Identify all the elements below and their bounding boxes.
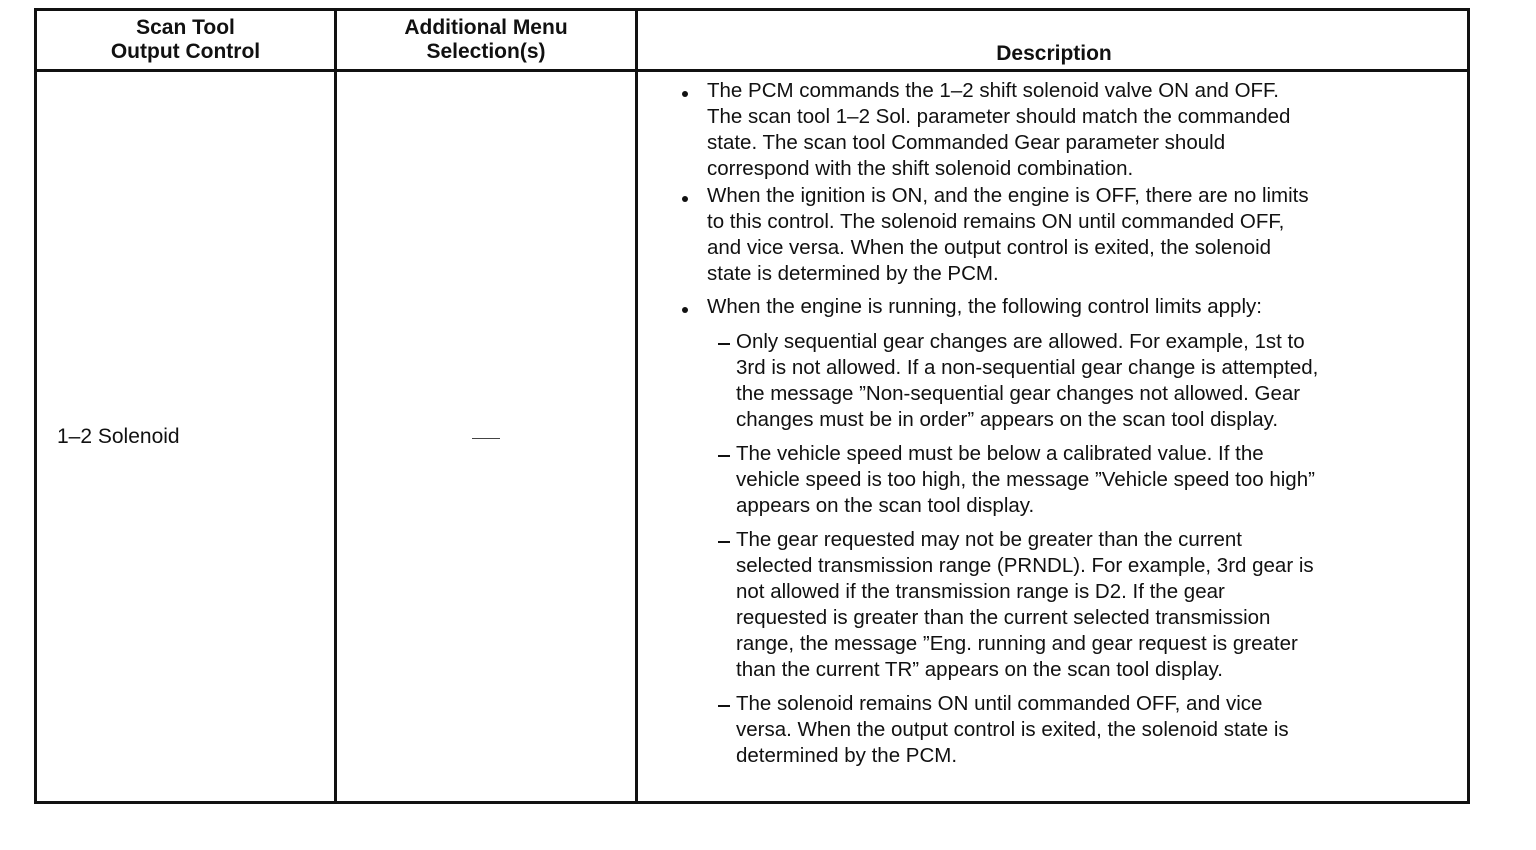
output-control-value: 1–2 Solenoid [57,424,180,448]
description-sub-item: The solenoid remains ON until commanded OFF, and vice versa. When the output control is exited, the solenoid state is determined by the PCM. [736,692,1289,767]
bullet-icon [682,196,688,202]
header-line: Scan Tool [136,16,235,39]
description-sub-item: Only sequential gear changes are allowed. For example, 1st to 3rd is not allowed. If a non-sequential gear change is attempted, the message ”Non-sequential gear changes not allowed. Gear changes must be in order” appears on the scan tool display. [736,330,1319,431]
description-sub-item: The gear requested may not be greater than the current selected transmission range (PRNDL). For example, 3rd gear is not allowed if the transmission range is D2. If the gear requested is greater than the current selected transmission range, the message ”Eng. running and gear request is greater than the current TR” appears on the scan tool display. [736,528,1314,681]
dash-icon [718,343,730,345]
dash-icon [718,541,730,543]
cell-output-control [57,72,327,801]
header-line: Description [996,42,1112,65]
header-description [638,11,1470,69]
bullet-icon [682,307,688,313]
cell-description [638,72,1470,801]
description-sub-item: The vehicle speed must be below a calibrated value. If the vehicle speed is too high, the message ”Vehicle speed too high” appears on the scan tool display. [736,442,1315,517]
bullet-icon [682,91,688,97]
description-bullet: The PCM commands the 1–2 shift solenoid valve ON and OFF. The scan tool 1–2 Sol. parameter should match the commanded state. The scan tool Commanded Gear parameter should correspond with the shift solenoid combination. [707,79,1291,180]
header-line: Selection(s) [426,40,546,63]
dash-icon [718,455,730,457]
header-line: Output Control [110,40,261,63]
empty-value-dash [472,438,500,440]
header-additional-menu-selections [337,11,635,69]
cell-menu-selection [337,72,635,801]
description-bullet: When the engine is running, the following control limits apply: [707,295,1262,318]
header-line: Additional Menu [404,16,568,39]
description-bullet: When the ignition is ON, and the engine is OFF, there are no limits to this control. The solenoid remains ON until commanded OFF, and vice versa. When the output control is exited, the solenoid state is determined by the PCM. [707,184,1309,285]
dash-icon [718,705,730,707]
header-scan-tool-output-control [37,11,334,69]
output-control-table [34,8,1470,804]
